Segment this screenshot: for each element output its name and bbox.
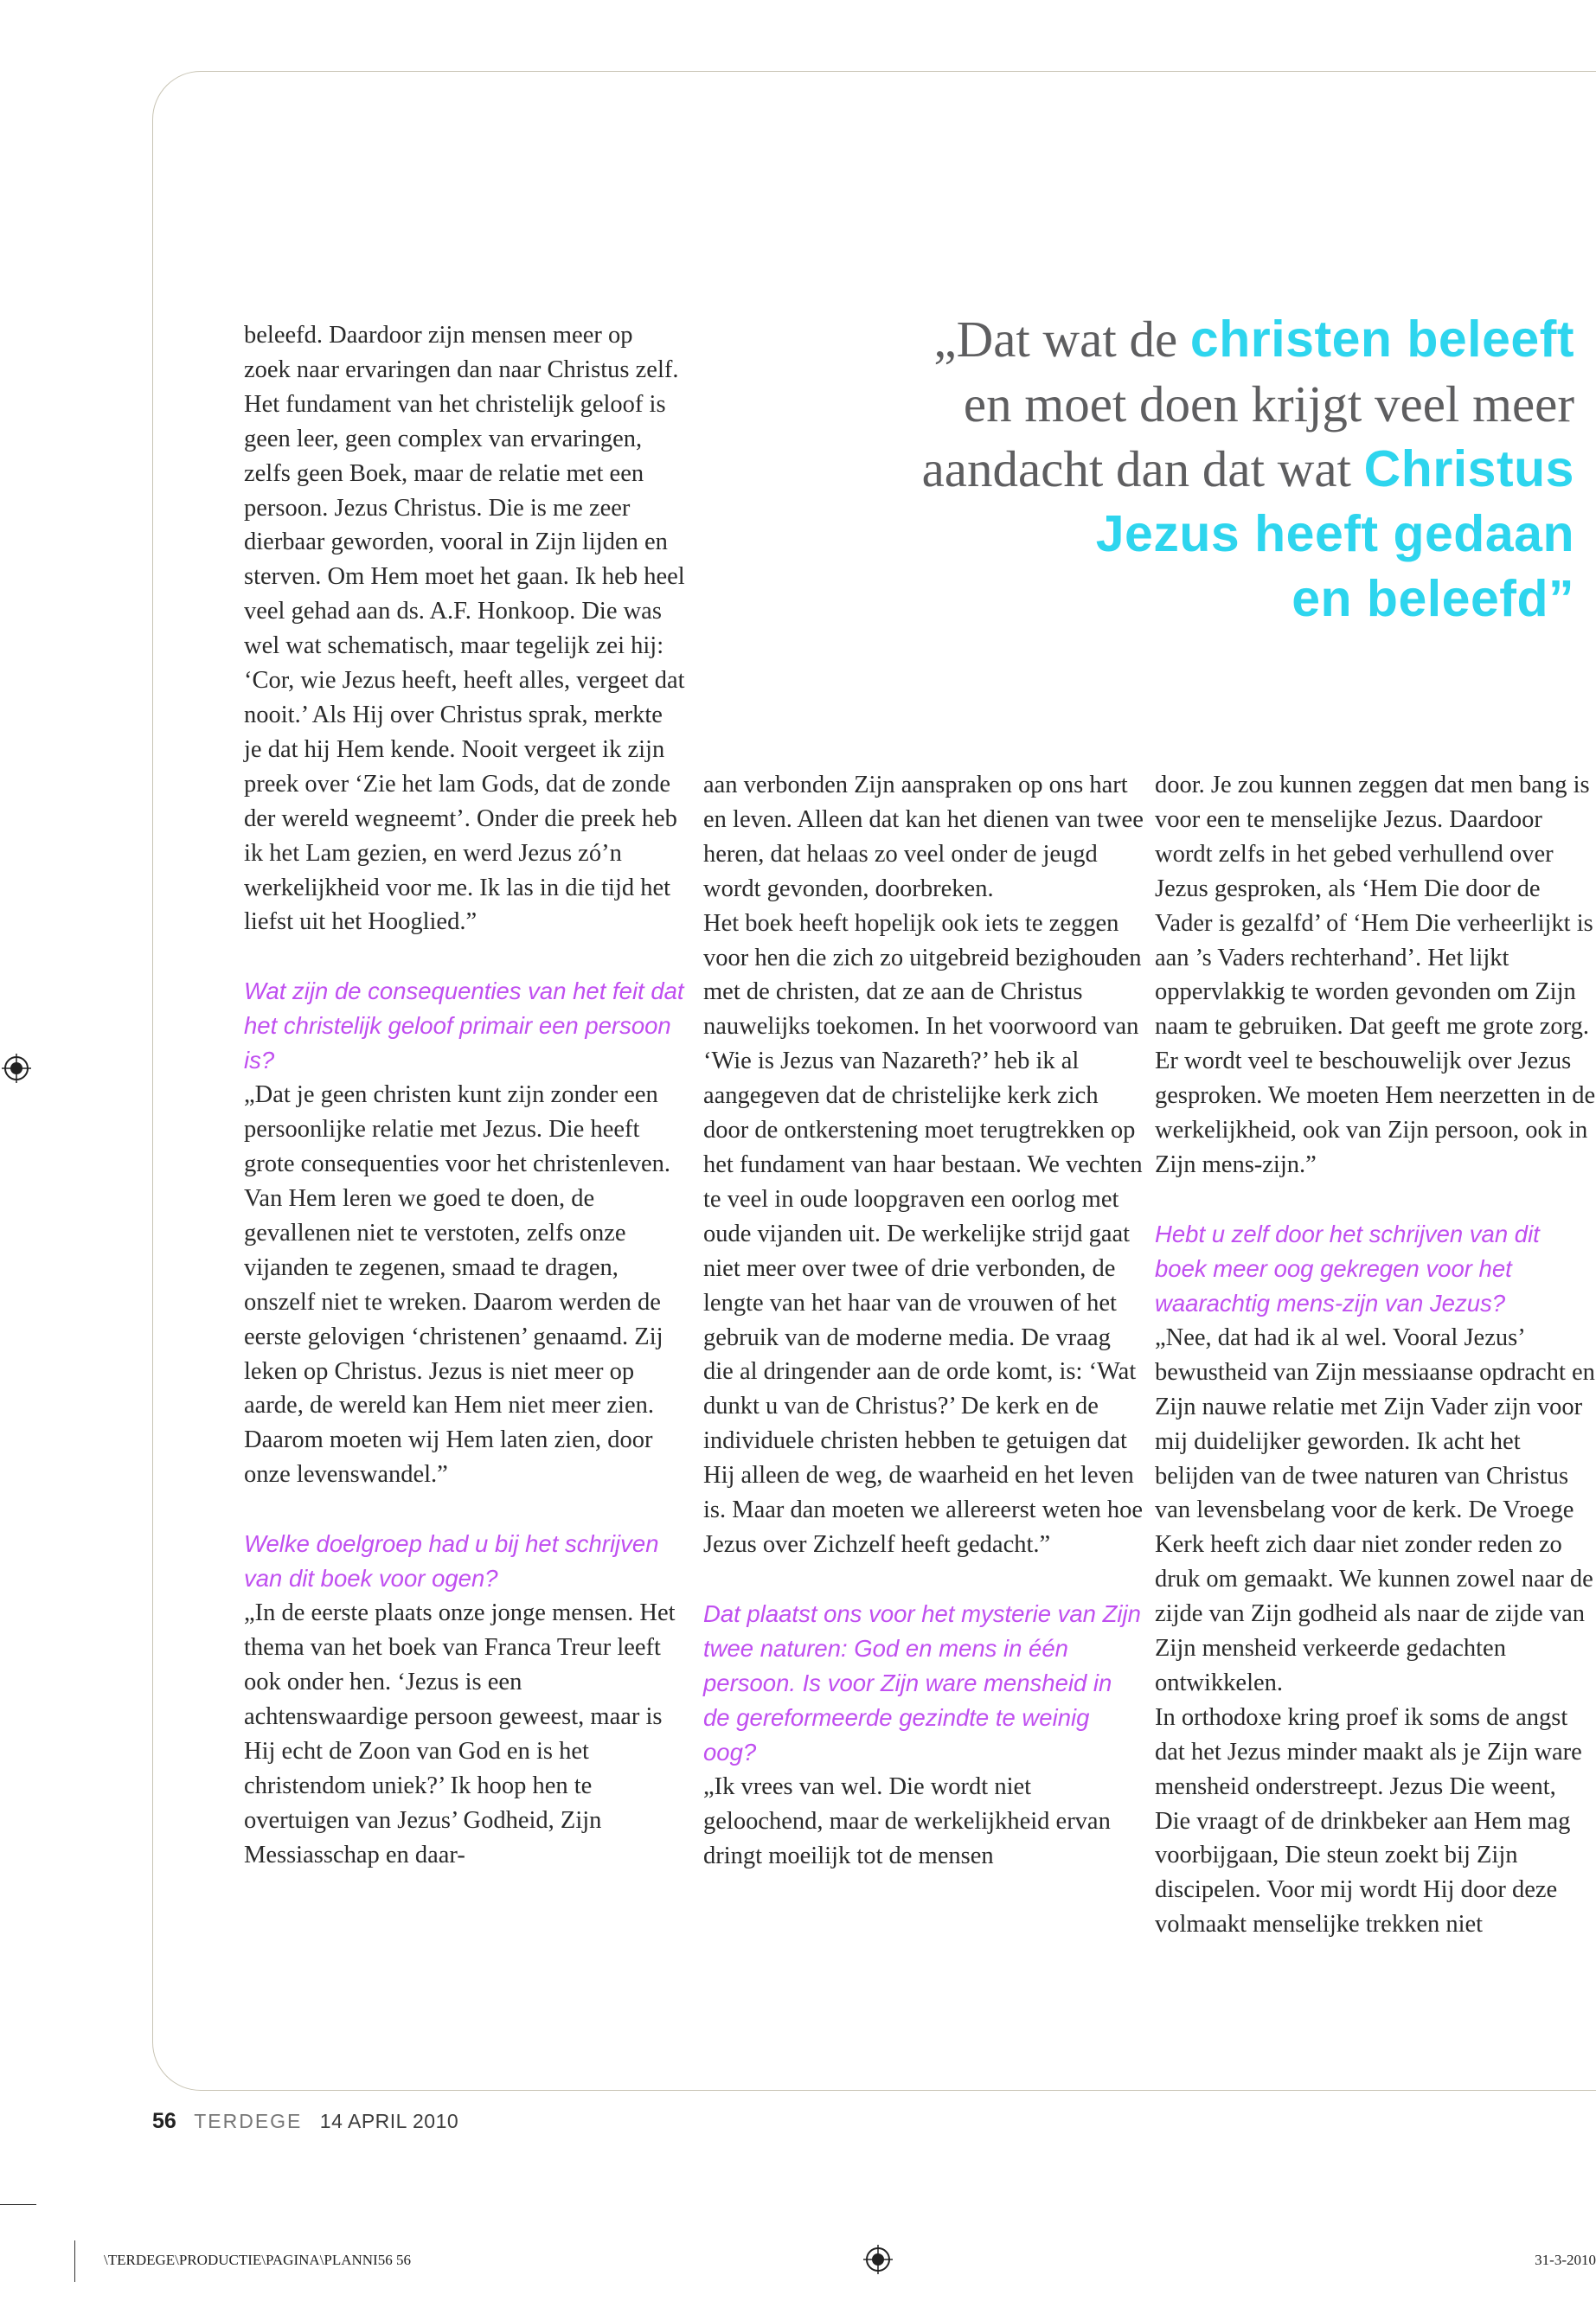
column1-paragraph-3: „Dat je geen christen kunt zijn zonder een persoonlijke relatie met Jezus. Die heeft grote consequenties voor het christenleven. Van Hem leren we goed te doen, de gevallenen niet te verstoten, zelfs onze vijanden te zegenen, smaad te dragen, onszelf niet te wreken. Daarom werden de eerste gelovigen ‘christenen’ genaamd. Zij leken op Christus. Jezus is niet meer op aarde, de wereld kan Hem niet meer zien. Daarom moeten wij Hem laten zien, door onze levenswandel.”	[244, 1081, 671, 1489]
column3-question-1: Hebt u zelf door het schrijven van dit boek meer oog gekregen voor het waarachtig mens-zijn van Jezus?	[1155, 1220, 1540, 1317]
column1-paragraph-4: „In de eerste plaats onze jonge mensen. Het thema van het boek van Franca Treur leeft ook onder hen. ‘Jezus is een achtenswaardige persoon geweest, maar is Hij echt de Zoon van God en is het christendom uniek?’ Ik hoop hen te overtuigen van Jezus’ Godheid, Zijn Messiasschap en daar-	[244, 1599, 676, 1868]
column3-paragraph-1: door. Je zou kunnen zeggen dat men bang is voor een te menselijke Jezus. Daardoor wordt zelfs in het gebed verhullend over Jezus gesproken, als ‘Hem Die door de Vader is gezalfd’ of ‘Hem Die verheerlijkt is aan ’s Vaders rechterhand’. Het lijkt oppervlakkig te worden gevonden om Zijn naam te gebruiken. Dat geeft me grote zorg. Er wordt veel te beschouwelijk over Jezus gesproken. We moeten Hem neerzetten in de werkelijkheid, ook van Zijn persoon, ook in Zijn mens-zijn.”	[1155, 772, 1596, 1178]
pull-quote-line3: aandacht dan dat wat	[921, 440, 1364, 497]
article-column-2	[703, 768, 1144, 1874]
page-footer	[152, 2109, 458, 2134]
column2-paragraph-1: aan verbonden Zijn aanspraken op ons hart en leven. Alleen dat kan het dienen van twee heren, dat helaas zo veel onder de jeugd wordt gevonden, doorbreken.	[703, 772, 1144, 902]
column2-paragraph-2: Het boek heeft hopelijk ook iets te zeggen voor hen die zich zo uitgebreid bezighouden met de christen, dat ze aan de Christus nauwelijks toekomen. In het voorwoord van ‘Wie is Jezus van Nazareth?’ heb ik al aangegeven dat de christelijke kerk zich door de ontkerstening moet terugtrekken op het fundament van haar bestaan. We vechten te veel in oude loopgraven een oorlog met oude vijanden uit. De werkelijke strijd gaat niet meer over twee of drie verbonden, de lengte van het haar van de vrouwen of het gebruik van de moderne media. De vraag die al dringender aan de orde komt, is: ‘Wat dunkt u van de Christus?’ De kerk en de individuele christen hebben te getuigen dat Hij alleen de weg, de waarheid en het leven is. Maar dan moeten we allereerst weten hoe Jezus over Zichzelf heeft gedacht.”	[703, 909, 1144, 1558]
registration-mark-icon	[863, 2245, 893, 2274]
pull-quote-line2: en moet doen krijgt veel meer	[963, 375, 1574, 433]
magazine-name: TERDEGE	[194, 2110, 303, 2132]
column1-paragraph-1: beleefd. Daardoor zijn mensen meer op zoek naar ervaringen dan naar Christus zelf.	[244, 322, 679, 383]
crop-mark-horizontal	[0, 2204, 36, 2205]
crop-mark-vertical	[74, 2240, 75, 2282]
column2-paragraph-3: „Ik vrees van wel. Die wordt niet geloochend, maar de werkelijkheid ervan dringt moeilijk tot de mensen	[703, 1772, 1111, 1869]
article-column-1	[244, 318, 685, 1872]
issue-date: 14 APRIL 2010	[319, 2110, 459, 2132]
pull-quote-highlight-1: christen beleeft	[1189, 311, 1574, 368]
column3-paragraph-3: In orthodoxe kring proef ik soms de angst dat het Jezus minder maakt als je Zijn ware mensheid onderstreept. Jezus Die weent, Die vraagt of de drinkbeker aan Hem mag voorbijgaan, Die steun zoekt bij Zijn discipelen. Voor mij wordt Hij door deze volmaakt menselijke trekken niet	[1155, 1703, 1582, 1939]
pull-quote-highlight-2: Christus	[1363, 440, 1574, 497]
page-number: 56	[152, 2109, 176, 2133]
column1-question-1: Wat zijn de consequenties van het feit dat het christelijk geloof primair een persoon is?	[244, 977, 684, 1074]
column1-paragraph-2: Het fundament van het christelijk geloof is geen leer, geen complex van ervaringen, zelfs geen Boek, maar de relatie met een persoon. Jezus Christus. Die is me zeer dierbaar geworden, vooral in Zijn lijden en sterven. Om Hem moet het gaan. Ik heb heel veel gehad aan ds. A.F. Honkoop. Die was wel wat schematisch, maar tegelijk zei hij: ‘Cor, wie Jezus heeft, heeft alles, vergeet dat nooit.’ Als Hij over Christus sprak, merkte je dat hij Hem kende. Nooit vergeet ik zijn preek over ‘Zie het lam Gods, dat de zonde der wereld wegneemt’. Onder die preek heb ik het Lam gezien, en werd Jezus zó’n werkelijkheid voor me. Ik las in die tijd het liefst uit het Hooglied.”	[244, 390, 685, 936]
article-column-3	[1155, 768, 1596, 1942]
column2-question-1: Dat plaatst ons voor het mysterie van Zijn twee naturen: God en mens in één persoon. Is voor Zijn ware mensheid in de gereformeerde gezindte te weinig oog?	[703, 1599, 1141, 1766]
pull-quote	[709, 307, 1574, 631]
pull-quote-highlight-3: Jezus heeft gedaan	[1095, 505, 1574, 562]
registration-mark-icon	[2, 1054, 31, 1083]
column1-question-2: Welke doelgroep had u bij het schrijven van dit boek voor ogen?	[244, 1530, 659, 1593]
column3-paragraph-2: „Nee, dat had ik al wel. Vooral Jezus’ bewustheid van Zijn messiaanse opdracht en Zijn nauwe relatie met Zijn Vader zijn voor mij duidelijker geworden. Ik acht het belijden van de twee naturen van Christus van levensbelang voor de kerk. De Vroege Kerk heeft zich daar niet zonder reden zo druk om gemaakt. We kunnen zowel naar de zijde van Zijn godheid als naar de zijde van Zijn mensheid verkeerde gedachten ontwikkelen.	[1155, 1324, 1595, 1696]
slug-path: \TERDEGE\PRODUCTIE\PAGINA\PLANNI56 56	[104, 2252, 411, 2268]
slug-date: 31-3-2010	[1535, 2252, 1596, 2268]
pull-quote-line1: „Dat wat de	[933, 311, 1190, 368]
pull-quote-highlight-4: en beleefd”	[1292, 570, 1574, 627]
